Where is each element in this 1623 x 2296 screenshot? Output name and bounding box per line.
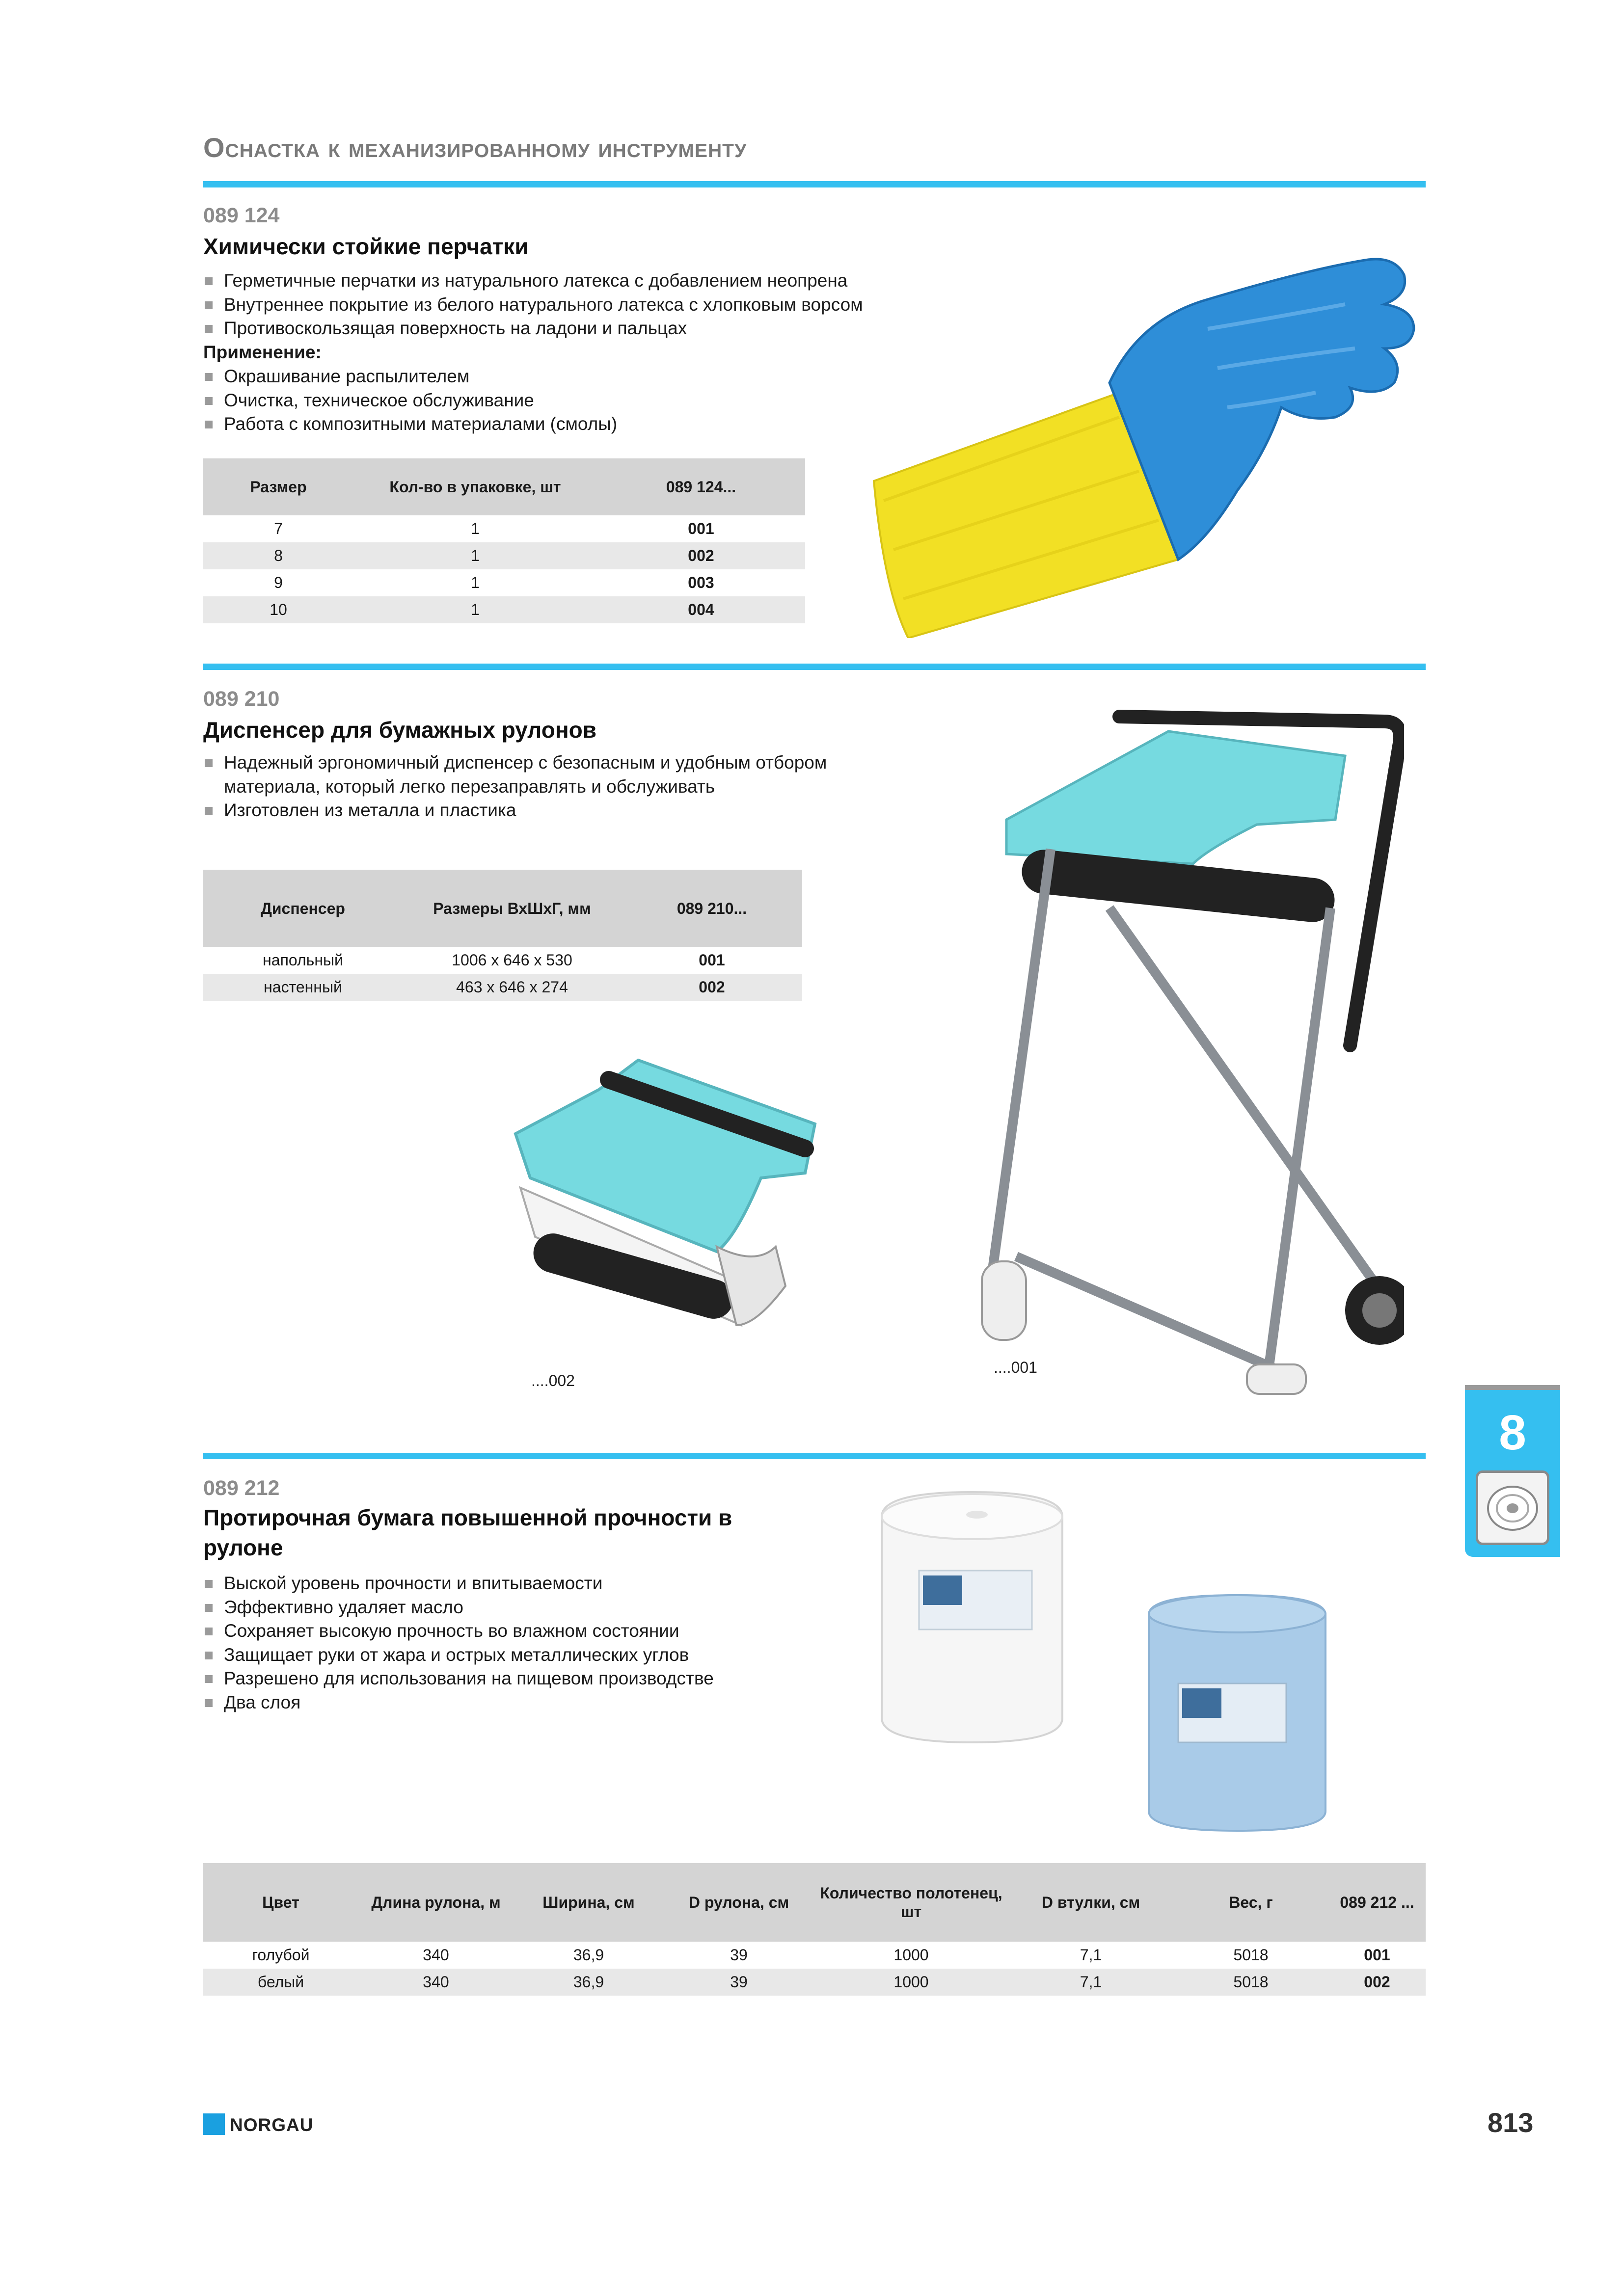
article-cell: 001 [699,951,725,969]
feature-item: Противоскользящая поверхность на ладони и пальцах [203,317,989,341]
table-cell: 7,1 [1008,1969,1173,1996]
column-header: 089 124... [597,458,805,515]
feature-list [203,1572,891,1714]
feature-item: Выской уровень прочности и впитываемости [203,1572,891,1596]
table-cell: 463 x 646 x 274 [403,974,622,1001]
column-header: Диспенсер [203,870,403,947]
application-heading: Применение: [203,342,322,362]
article-cell: 002 [1328,1969,1426,1996]
header-rule [203,181,1426,187]
column-header: Длина рулона, м [358,1863,514,1942]
table-cell: 1000 [814,1969,1008,1996]
column-header: Ширина, см [514,1863,664,1942]
column-header: Размер [203,458,353,515]
article-cell: 003 [688,574,714,591]
table-cell: 5018 [1173,1969,1328,1996]
brand-logo-mark [203,2113,225,2135]
product-title: Протирочная бумага повышенной прочности в рулоне [203,1505,732,1560]
section-rule [203,664,1426,670]
product-title: Диспенсер для бумажных рулонов [203,717,597,743]
table-cell: 8 [203,542,353,569]
table-row [203,596,805,623]
column-header: 089 212 ... [1328,1863,1426,1942]
table-row [203,974,802,1001]
image-caption: ....001 [994,1359,1037,1376]
table-cell: 39 [664,1969,814,1996]
article-cell: 002 [597,542,805,569]
column-header: 089 210... [622,870,802,947]
floor-dispenser-image [962,702,1404,1399]
feature-item: Защищает руки от жара и острых металлических углов [203,1643,891,1667]
table-cell: 1 [353,542,597,569]
table-row [203,1942,1426,1969]
feature-list [203,751,841,823]
table-cell: 1000 [893,1946,929,1964]
article-cell: 001 [688,520,714,537]
image-caption: ....002 [531,1372,575,1389]
column-header: Количество полотенец, шт [814,1863,1008,1942]
feature-item: Герметичные перчатки из натурального латекса с добавлением неопрена [203,269,989,293]
table-cell: 340 [423,1946,449,1964]
spec-table-gloves [203,458,805,623]
article-cell: 001 [1364,1946,1390,1964]
table-cell: белый [203,1969,358,1996]
feature-item: Надежный эргономичный диспенсер с безопасным и удобным отбором материала, который легко перезаправлять и обслуживать [203,751,841,799]
page-title: Оснастка к механизированному инструменту [203,132,747,163]
feature-item: Изготовлен из металла и пластика [203,799,841,823]
wall-dispenser-image [461,1050,854,1404]
product-code: 089 210 [203,687,280,711]
table-cell: 39 [730,1946,748,1964]
section-rule [203,1453,1426,1459]
table-cell: 5018 [1233,1946,1269,1964]
product-title: Химически стойкие перчатки [203,234,529,259]
table-cell: голубой [252,1946,310,1964]
article-cell: 004 [597,596,805,623]
table-cell: 7,1 [1080,1946,1102,1964]
glove-image [864,245,1434,638]
table-cell: 36,9 [573,1946,604,1964]
brand-name: NORGAU [230,2115,314,2135]
table-row [203,1969,1426,1996]
product-code: 089 212 [203,1476,280,1500]
table-cell: 9 [274,574,283,591]
table-cell: 340 [358,1969,514,1996]
feature-item: Эффективно удаляет масло [203,1596,891,1620]
chapter-number: 8 [1499,1405,1526,1460]
product-code: 089 124 [203,204,280,227]
table-row [203,569,805,596]
table-cell: 1006 x 646 x 530 [452,951,572,969]
feature-item: Разрешено для использования на пищевом производстве [203,1667,891,1691]
table-row [203,542,805,569]
spec-table-dispenser [203,870,802,1001]
table-cell: настенный [203,974,403,1001]
spec-table-paper [203,1863,1426,1996]
column-header: Размеры ВхШхГ, мм [403,870,622,947]
paper-rolls-image [874,1487,1394,1841]
feature-item: Два слоя [203,1691,891,1715]
table-cell: 1 [471,520,480,537]
application-item: Работа с композитными материалами (смолы) [203,412,989,436]
column-header: D втулки, см [1008,1863,1173,1942]
column-header: Кол-во в упаковке, шт [353,458,597,515]
feature-item: Сохраняет высокую прочность во влажном состоянии [203,1619,891,1643]
table-cell: 7 [274,520,283,537]
article-cell: 002 [622,974,802,1001]
table-cell: 1 [353,596,597,623]
table-cell: 10 [203,596,353,623]
column-header: D рулона, см [664,1863,814,1942]
table-row [203,947,802,974]
table-cell: 36,9 [514,1969,664,1996]
page-number: 813 [1488,2107,1534,2138]
application-item: Очистка, техническое обслуживание [203,389,989,413]
table-row [203,515,805,542]
column-header: Цвет [203,1863,358,1942]
table-cell: напольный [263,951,343,969]
table-cell: 1 [471,574,480,591]
column-header: Вес, г [1173,1863,1328,1942]
grinding-disc-icon [1476,1470,1549,1545]
feature-item: Внутреннее покрытие из белого натурального латекса с хлопковым ворсом [203,293,989,317]
application-item: Окрашивание распылителем [203,365,989,389]
chapter-tab-bar [1465,1385,1560,1390]
